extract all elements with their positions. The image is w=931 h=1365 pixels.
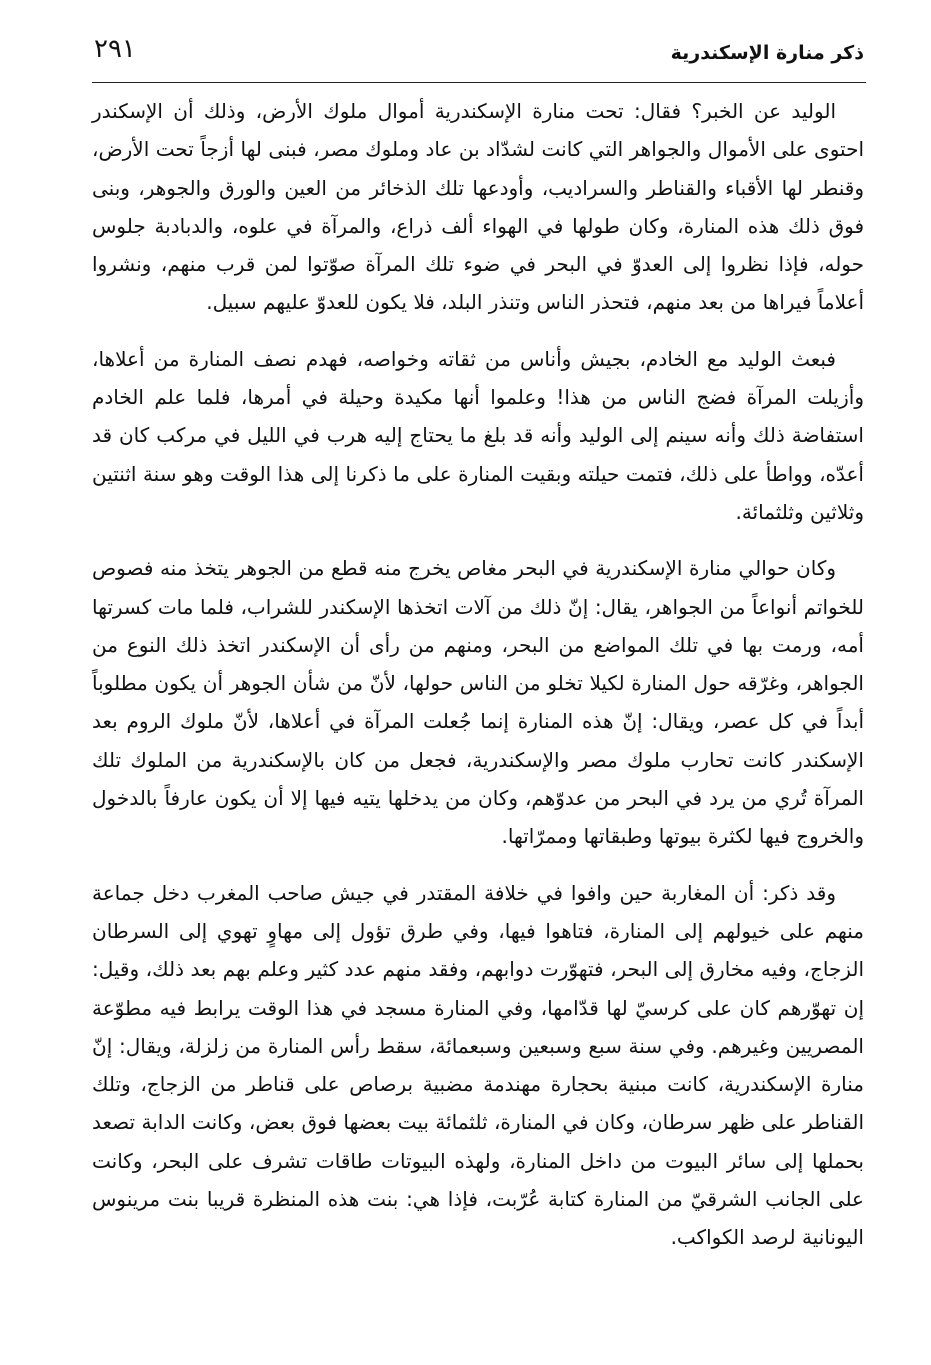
running-title: ذكر منارة الإسكندرية [670,42,864,64]
page-number: ٢٩١ [94,34,136,64]
paragraph-3: وكان حوالي منارة الإسكندرية في البحر مغاص يخرج منه قطع من الجوهر يتخذ منه فصوص للخواتم أنواعاً من الجواهر، يقال: إنّ ذلك من آلات اتخذها الإسكندر للشراب، فلما مات كسرتها أمه، ورمت بها في تلك المواضع من البحر، ومنهم من رأى أن الإسكندر اتخذ ذلك النوع من الجواهر، وغرّقه حول المنارة لكيلا تخلو من الناس حولها، لأنّ من شأن الجوهر أن يكون مطلوباً أبداً في كل عصر، ويقال: إنّ هذه المنارة إنما جُعلت المرآة في أعلاها، لأنّ ملوك الروم بعد الإسكندر كانت تحارب ملوك مصر والإسكندرية، فجعل من كان بالإسكندرية من الملوك تلك المرآة تُري من يرد في البحر من عدوّهم، وكان من يدخلها يتيه فيها إلا أن يكون عارفاً بالدخول والخروج فيها لكثرة بيوتها وطبقاتها وممرّاتها. [92,556,864,849]
page-header [92,28,864,80]
header-rule [92,82,866,83]
paragraph-1: الوليد عن الخبر؟ فقال: تحت منارة الإسكندرية أموال ملوك الأرض، وذلك أن الإسكندر احتوى على الأموال والجواهر التي كانت لشدّاد بن عاد وملوك مصر، فبنى لها أزجاً تحت الأرض، وقنطر لها الأقباء والقناطر والسراديب، وأودعها تلك الذخائر من العين والورق والجوهر، وبنى فوق ذلك هذه المنارة، وكان طولها في الهواء ألف ذراع، والمرآة في علوه، والدبادبة جلوس حوله، فإذا نظروا إلى العدوّ في البحر في ضوء تلك المرآة صوّتوا لمن قرب منهم، ونشروا أعلاماً فيراها من بعد منهم، فتحذر الناس وتنذر البلد، فلا يكون للعدوّ عليهم سبيل. [92,99,864,315]
page-body [92,92,864,1257]
paragraph-2: فبعث الوليد مع الخادم، بجيش وأناس من ثقاته وخواصه، فهدم نصف المنارة من أعلاها، وأزيلت المرآة فضج الناس من هذا! وعلموا أنها مكيدة وحيلة في أمرها، فلما علم الخادم استفاضة ذلك وأنه سينم إلى الوليد وأنه قد بلغ ما يحتاج إليه هرب في الليل في مركب كان قد أعدّه، وواطأ على ذلك، فتمت حيلته وبقيت المنارة على ما ذكرنا إلى هذا الوقت وهو سنة اثنتين وثلاثين وثلثمائة. [92,346,864,524]
paragraph-4: وقد ذكر: أن المغاربة حين وافوا في خلافة المقتدر في جيش صاحب المغرب دخل جماعة منهم على خيولهم إلى المنارة، فتاهوا فيها، وفي طرق تؤول إلى مهاوٍ تهوي إلى السرطان الزجاج، وفيه مخارق إلى البحر، فتهوّرت دوابهم، وفقد منهم عدد كثير وعلم بهم بعد ذلك، وقيل: إن تهوّرهم كان على كرسيّ لها قدّامها، وفي المنارة مسجد في هذا الوقت يرابط فيه مطوّعة المصريين وغيرهم. وفي سنة سبع وسبعين وسبعمائة، سقط رأس المنارة من زلزلة، ويقال: إنّ منارة الإسكندرية، كانت مبنية بحجارة مهندمة مضبية برصاص على قناطر من الزجاج، وتلك القناطر على ظهر سرطان، وكان في المنارة، ثلثمائة بيت بعضها فوق بعض، وكانت الدابة تصعد بحملها إلى سائر البيوت من داخل المنارة، ولهذه البيوتات طاقات تشرف على البحر، وكانت على الجانب الشرقيّ من المنارة كتابة عُرّبت، فإذا هي: بنت هذه المنظرة قريبا بنت مرينوس اليونانية لرصد الكواكب. [92,880,864,1250]
